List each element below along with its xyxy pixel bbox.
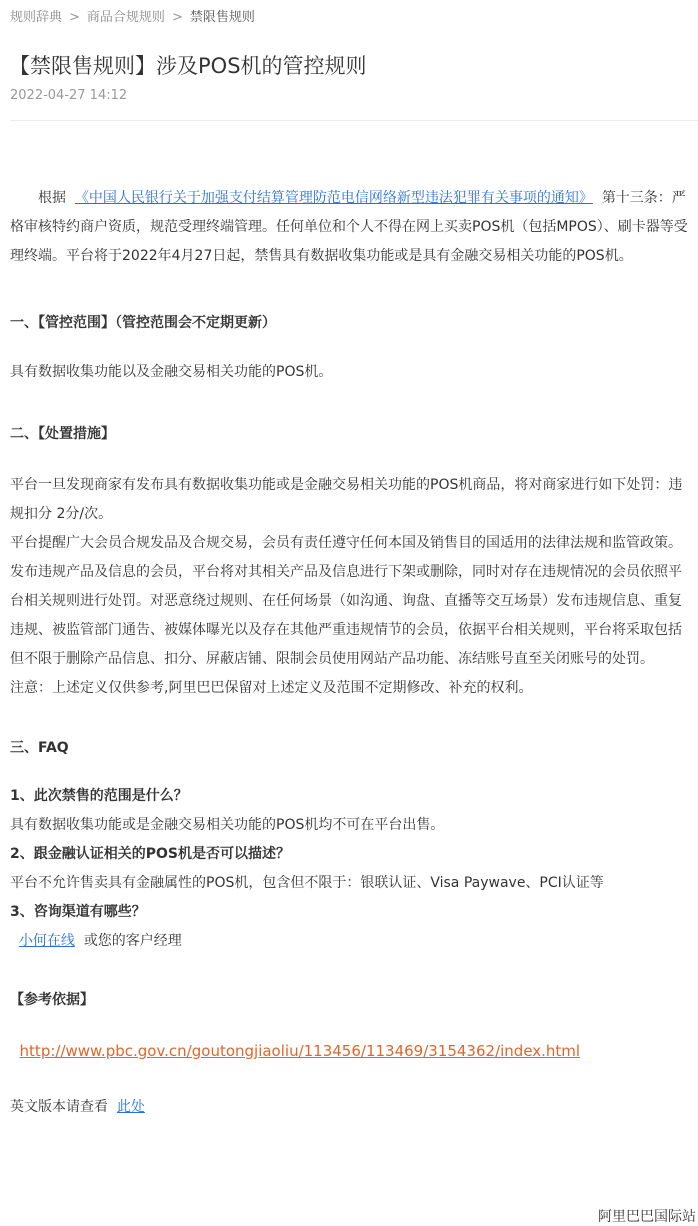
faq-question-1: 1、此次禁售的范围是什么？ [10,788,188,804]
section-measures-note: 注意：上述定义仅供参考,阿里巴巴保留对上述定义及范围不定期修改、补充的权利。 [10,680,533,696]
faq-answer-3-suffix: 或您的客户经理 [83,933,182,949]
breadcrumb-separator: > [171,10,183,25]
page-title: 【禁限售规则】涉及POS机的管控规则 [9,54,367,78]
english-version-prefix: 英文版本请查看 [10,1099,108,1115]
faq-question-2: 2、跟金融认证相关的POS机是否可以描述？ [10,846,290,862]
xiaohe-online-link[interactable]: 小何在线 [18,933,75,949]
pbc-reference-url[interactable]: http://www.pbc.gov.cn/goutongjiaoliu/113456/113469/3154362/index.html [19,1042,581,1060]
intro-suffix: 第十三条：严格审核特约商户资质，规范受理终端管理。任何单位和个人不得在网上买卖POS机（包括MPOS）、刷卡器等受理终端。平台将于2022年4月27日起，禁售具有数据收集功能或是具有金融交易相关功能的POS机。 [10,190,688,264]
article-body [10,184,690,1122]
english-version-line [10,1093,690,1122]
section-scope-body: 具有数据收集功能以及金融交易相关功能的POS机。 [10,364,333,380]
footer-brand: 阿里巴巴国际站 [598,1209,696,1225]
breadcrumb-product-compliance[interactable]: 商品合规规则 [86,10,165,25]
breadcrumb-separator: > [69,10,80,25]
section-measures-heading: 二、【处置措施】 [10,426,115,442]
faq-question-3: 3、咨询渠道有哪些？ [10,904,146,920]
publish-date: 2022-04-27 14:12 [10,88,128,103]
breadcrumb-current: 禁限售规则 [189,10,255,25]
breadcrumb-rules-dictionary[interactable]: 规则辞典 [10,10,63,25]
section-faq-heading: 三、FAQ [10,740,69,756]
english-version-link[interactable]: 此处 [116,1099,145,1115]
faq-answer-3 [10,927,690,956]
reference-heading: 【参考依据】 [10,992,94,1008]
reference-paragraph [10,1037,690,1066]
section-scope-heading: 一、【管控范围】（管控范围会不定期更新） [10,315,276,331]
faq-answer-2: 平台不允许售卖具有金融属性的POS机，包含但不限于：银联认证、Visa Paywave、PCI认证等 [10,875,604,891]
pbc-notice-link[interactable]: 《中国人民银行关于加强支付结算管理防范电信网络新型违法犯罪有关事项的通知》 [74,190,593,206]
breadcrumb [10,6,255,25]
section-measures-compliance: 平台提醒广大会员合规发品及合规交易，会员有责任遵守任何本国及销售目的国适用的法律法规和监管政策。发布违规产品及信息的会员，平台将对其相关产品及信息进行下架或删除，同时对存在违规情况的会员依照平台相关规则进行处罚。对恶意绕过规则、在任何场景（如沟通、询盘、直播等交互场景）发布违规信息、重复违规、被监管部门通告、被媒体曝光以及存在其他严重违规情节的会员，依据平台相关规则，平台将采取包括但不限于删除产品信息、扣分、屏蔽店铺、限制会员使用网站产品功能、冻结账号直至关闭账号的处罚。 [10,535,682,667]
intro-prefix: 根据 [38,190,66,206]
section-measures-penalty: 平台一旦发现商家有发布具有数据收集功能或是金融交易相关功能的POS机商品，将对商家进行如下处罚：违规扣分 2分/次。 [10,477,683,522]
intro-paragraph [10,184,690,271]
faq-answer-1: 具有数据收集功能或是金融交易相关功能的POS机均不可在平台出售。 [10,817,445,833]
title-divider [10,120,698,121]
